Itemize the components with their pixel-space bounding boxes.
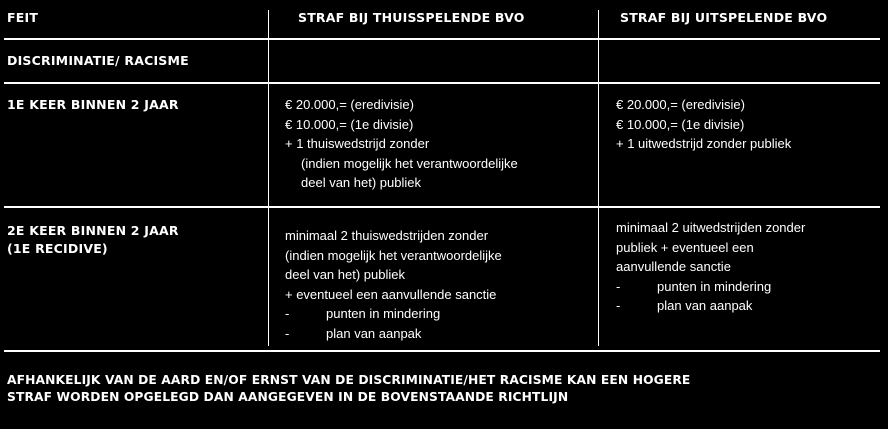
row-label-first-offense: 1E KEER BINNEN 2 JAAR [7, 97, 179, 112]
penalty-line: (indien mogelijk het verantwoordelijke [285, 247, 502, 263]
first-offense-home-penalty [285, 95, 518, 193]
bullet-item [616, 296, 805, 316]
dash: - [285, 306, 290, 321]
bullet-text: plan van aanpak [326, 325, 422, 341]
column-divider-1 [268, 10, 269, 346]
header-feit: FEIT [7, 10, 39, 25]
header-home-penalty: STRAF BIJ THUISSPELENDE BVO [298, 10, 525, 25]
penalty-line: deel van het) publiek [301, 175, 421, 190]
row-divider-header [4, 38, 880, 40]
second-offense-home-penalty [285, 226, 502, 343]
dash: - [616, 298, 621, 313]
footer-note [7, 372, 690, 406]
second-offense-away-penalty [616, 218, 805, 316]
row-label-line: (1E RECIDIVE) [7, 241, 108, 256]
row-divider-3 [4, 350, 880, 352]
penalty-line: € 20.000,= (eredivisie) [285, 97, 414, 112]
row-label-second-offense [7, 222, 179, 258]
penalty-line: (indien mogelijk het verantwoordelijke [301, 155, 518, 171]
penalty-line: + 1 uitwedstrijd zonder publiek [616, 136, 792, 151]
bullet-text: punten in mindering [326, 306, 441, 321]
penalty-line: + 1 thuiswedstrijd zonder [285, 136, 430, 151]
bullet-item [285, 304, 502, 324]
bullet-item [616, 277, 805, 297]
dash: - [616, 278, 621, 294]
penalty-line: aanvullende sanctie [616, 259, 731, 274]
header-away-penalty: STRAF BIJ UITSPELENDE BVO [620, 10, 828, 25]
penalty-line: deel van het) publiek [285, 267, 405, 282]
bullet-item [285, 324, 502, 344]
penalty-line: minimaal 2 thuiswedstrijden zonder [285, 228, 489, 243]
penalty-line: € 10.000,= (1e divisie) [616, 116, 745, 132]
penalty-line: minimaal 2 uitwedstrijden zonder [616, 220, 806, 235]
bullet-text: punten in mindering [657, 278, 772, 294]
footer-line: AFHANKELIJK VAN DE AARD EN/OF ERNST VAN DE DISCRIMINATIE/HET RACISME KAN EEN HOGERE [7, 373, 691, 387]
penalty-line: € 20.000,= (eredivisie) [616, 97, 745, 112]
penalty-line: publiek + eventueel een [616, 239, 754, 255]
row-divider-1 [4, 82, 880, 84]
penalty-line: + eventueel een aanvullende sanctie [285, 286, 497, 302]
penalty-line: € 10.000,= (1e divisie) [285, 116, 414, 132]
dash: - [285, 325, 290, 341]
row-label-line: 2E KEER BINNEN 2 JAAR [7, 223, 179, 238]
footer-line: STRAF WORDEN OPGELEGD DAN AANGEGEVEN IN DE BOVENSTAANDE RICHTLIJN [7, 390, 569, 404]
bullet-text: plan van aanpak [657, 298, 753, 313]
first-offense-away-penalty [616, 95, 791, 154]
column-divider-2 [598, 10, 599, 346]
row-divider-2 [4, 206, 880, 208]
row-label-discriminatie: DISCRIMINATIE/ RACISME [7, 53, 189, 68]
